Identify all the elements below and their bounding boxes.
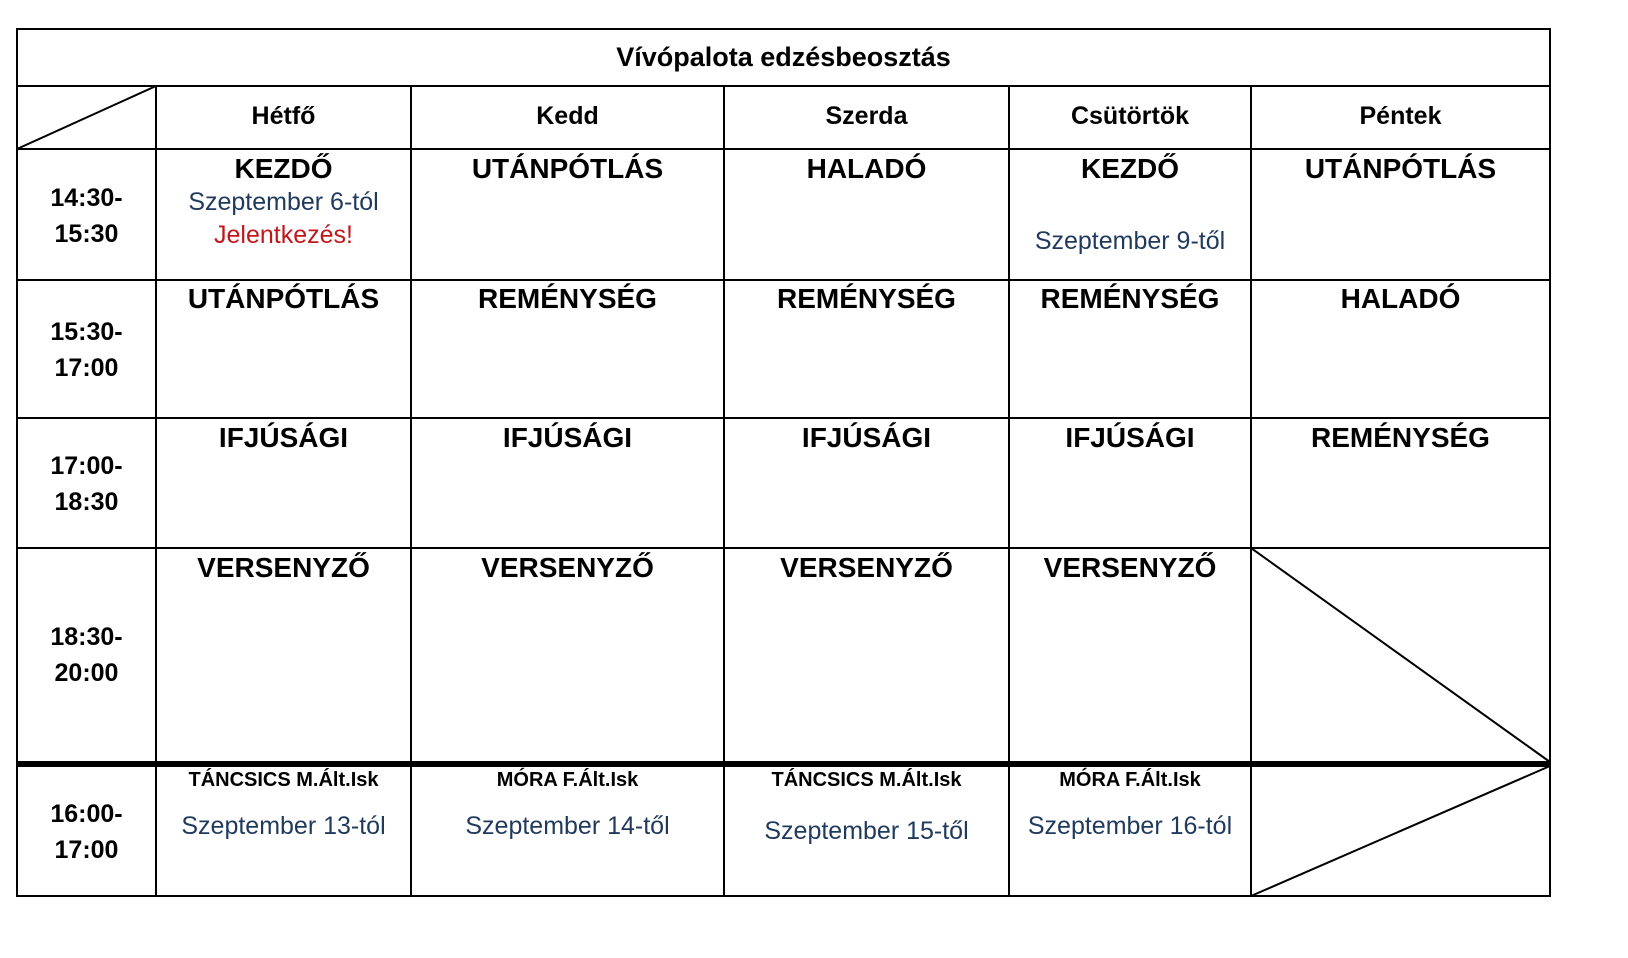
start-date-note: Szeptember 9-től	[1034, 227, 1226, 255]
time-end: 17:00	[54, 836, 119, 864]
session-cell	[157, 153, 410, 250]
time-slot-1	[18, 180, 155, 252]
start-date-note: Szeptember 15-től	[764, 817, 969, 845]
time-start: 18:30-	[50, 623, 123, 651]
session-category: HALADÓ	[806, 153, 927, 184]
time-start: 16:00-	[50, 800, 123, 828]
page-title: Vívópalota edzésbeosztás	[616, 42, 951, 72]
time-slot-4	[18, 619, 155, 691]
session-category: IFJÚSÁGI	[218, 422, 349, 453]
time-end: 20:00	[54, 659, 119, 687]
school-session-cell	[157, 769, 410, 841]
day-header-thursday: Csütörtök	[1070, 102, 1190, 130]
session-category: VERSENYZŐ	[1043, 552, 1217, 583]
table-title-cell	[18, 30, 1549, 85]
session-category: IFJÚSÁGI	[502, 422, 633, 453]
session-category: VERSENYZŐ	[197, 552, 370, 583]
session-category: VERSENYZŐ	[780, 552, 953, 583]
time-slot-3	[18, 448, 155, 520]
session-category: IFJÚSÁGI	[1065, 422, 1195, 453]
time-end: 15:30	[54, 220, 119, 248]
start-date-note: Szeptember 6-tól	[188, 188, 379, 216]
start-date-note: Szeptember 14-től	[465, 812, 670, 840]
time-end: 17:00	[54, 354, 119, 382]
school-session-cell	[412, 769, 723, 841]
session-category: REMÉNYSÉG	[1311, 422, 1490, 453]
school-name: MÓRA F.Ált.Isk	[496, 769, 639, 791]
time-start: 17:00-	[50, 452, 123, 480]
day-header-monday: Hétfő	[251, 102, 316, 130]
school-name: MÓRA F.Ált.Isk	[1059, 769, 1201, 791]
start-date-note: Szeptember 13-tól	[181, 812, 386, 840]
session-category: IFJÚSÁGI	[801, 422, 932, 453]
session-category: KEZDŐ	[1081, 153, 1179, 184]
school-session-cell	[1010, 769, 1250, 841]
session-category: KEZDŐ	[234, 153, 333, 184]
time-slot-5	[18, 796, 155, 868]
time-slot-2	[18, 314, 155, 386]
session-category: UTÁNPÓTLÁS	[187, 283, 380, 314]
registration-alert: Jelentkezés!	[214, 221, 353, 249]
school-name: TÁNCSICS M.Ált.Isk	[188, 769, 379, 791]
time-end: 18:30	[54, 488, 119, 516]
school-name: TÁNCSICS M.Ált.Isk	[771, 769, 962, 791]
time-start: 14:30-	[50, 184, 123, 212]
session-cell	[1010, 153, 1250, 256]
start-date-note: Szeptember 16-tól	[1027, 812, 1233, 840]
session-category: UTÁNPÓTLÁS	[471, 153, 664, 184]
session-category: VERSENYZŐ	[481, 552, 654, 583]
school-session-cell	[725, 769, 1008, 846]
day-header-friday: Péntek	[1359, 102, 1442, 130]
session-category: HALADÓ	[1340, 283, 1461, 314]
session-category: REMÉNYSÉG	[777, 283, 956, 314]
session-category: UTÁNPÓTLÁS	[1304, 153, 1497, 184]
day-header-tuesday: Kedd	[536, 102, 599, 130]
session-category: REMÉNYSÉG	[1040, 283, 1220, 314]
time-start: 15:30-	[50, 318, 123, 346]
day-header-wednesday: Szerda	[825, 102, 908, 130]
session-category: REMÉNYSÉG	[478, 283, 657, 314]
